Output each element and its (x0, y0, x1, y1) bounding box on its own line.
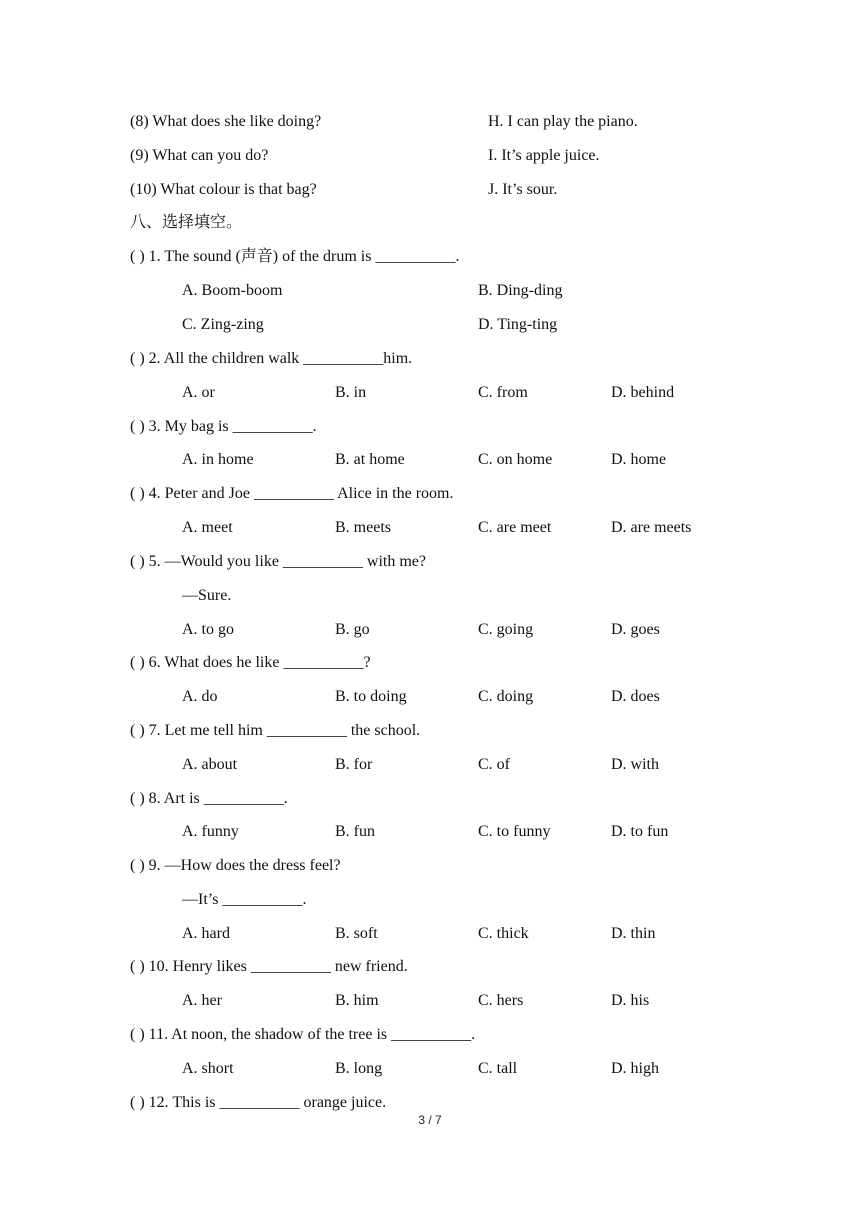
question-stem: ( ) 11. At noon, the shadow of the tree is __________. (130, 1026, 476, 1043)
option-d: D. goes (611, 621, 660, 638)
option-c: C. of (478, 756, 510, 773)
option-b: B. fun (335, 823, 375, 840)
option-d: D. high (611, 1060, 659, 1077)
option-c: C. going (478, 621, 534, 638)
dialogue-reply: —It’s __________. (182, 891, 307, 908)
option-d: D. thin (611, 925, 656, 942)
question-stem: ( ) 6. What does he like __________? (130, 654, 371, 671)
option-a: A. meet (182, 519, 233, 536)
option-a: A. to go (182, 621, 234, 638)
question-stem: ( ) 7. Let me tell him __________ the school. (130, 722, 421, 739)
option-a: A. do (182, 688, 218, 705)
question-stem: ( ) 5. —Would you like __________ with me? (130, 553, 427, 570)
option-d: D. with (611, 756, 659, 773)
question-stem: ( ) 10. Henry likes __________ new friend. (130, 958, 408, 975)
question-stem: ( ) 2. All the children walk __________him. (130, 350, 413, 367)
matching-question-10: (10) What colour is that bag? (130, 181, 317, 198)
question-stem: ( ) 8. Art is __________. (130, 790, 288, 807)
option-b: B. go (335, 621, 370, 638)
section-title: 八、选择填空。 (130, 214, 243, 231)
matching-question-9: (9) What can you do? (130, 147, 269, 164)
option-b: B. Ding-ding (478, 282, 563, 299)
matching-answer-j: J. It’s sour. (488, 181, 558, 198)
option-a: A. hard (182, 925, 230, 942)
option-d: D. are meets (611, 519, 692, 536)
question-stem: ( ) 12. This is __________ orange juice. (130, 1094, 387, 1111)
option-c: C. are meet (478, 519, 552, 536)
option-c: C. doing (478, 688, 534, 705)
option-c: C. hers (478, 992, 524, 1009)
option-b: B. for (335, 756, 373, 773)
option-d: D. home (611, 451, 667, 468)
page-number: 3 / 7 (418, 1113, 442, 1127)
option-b: B. soft (335, 925, 378, 942)
option-a: A. Boom-boom (182, 282, 283, 299)
option-c: C. tall (478, 1060, 518, 1077)
option-b: B. in (335, 384, 367, 401)
dialogue-reply: —Sure. (182, 587, 232, 604)
question-stem: ( ) 3. My bag is __________. (130, 418, 317, 435)
option-c: C. to funny (478, 823, 551, 840)
option-b: B. him (335, 992, 379, 1009)
matching-answer-h: H. I can play the piano. (488, 113, 638, 130)
option-c: C. from (478, 384, 528, 401)
option-a: A. or (182, 384, 215, 401)
option-d: D. does (611, 688, 660, 705)
option-a: A. funny (182, 823, 239, 840)
option-b: B. at home (335, 451, 405, 468)
option-d: D. behind (611, 384, 675, 401)
option-a: A. short (182, 1060, 234, 1077)
question-stem: ( ) 1. The sound (声音) of the drum is __________. (130, 248, 460, 265)
option-a: A. about (182, 756, 238, 773)
question-stem: ( ) 4. Peter and Joe __________ Alice in the room. (130, 485, 454, 502)
option-a: A. her (182, 992, 222, 1009)
option-b: B. long (335, 1060, 383, 1077)
matching-question-8: (8) What does she like doing? (130, 113, 322, 130)
matching-answer-i: I. It’s apple juice. (488, 147, 600, 164)
option-c: C. on home (478, 451, 553, 468)
option-c: C. thick (478, 925, 529, 942)
option-a: A. in home (182, 451, 254, 468)
option-d: D. his (611, 992, 650, 1009)
option-d: D. to fun (611, 823, 669, 840)
option-b: B. meets (335, 519, 391, 536)
question-stem: ( ) 9. —How does the dress feel? (130, 857, 341, 874)
option-d: D. Ting-ting (478, 316, 558, 333)
option-c: C. Zing-zing (182, 316, 264, 333)
option-b: B. to doing (335, 688, 407, 705)
